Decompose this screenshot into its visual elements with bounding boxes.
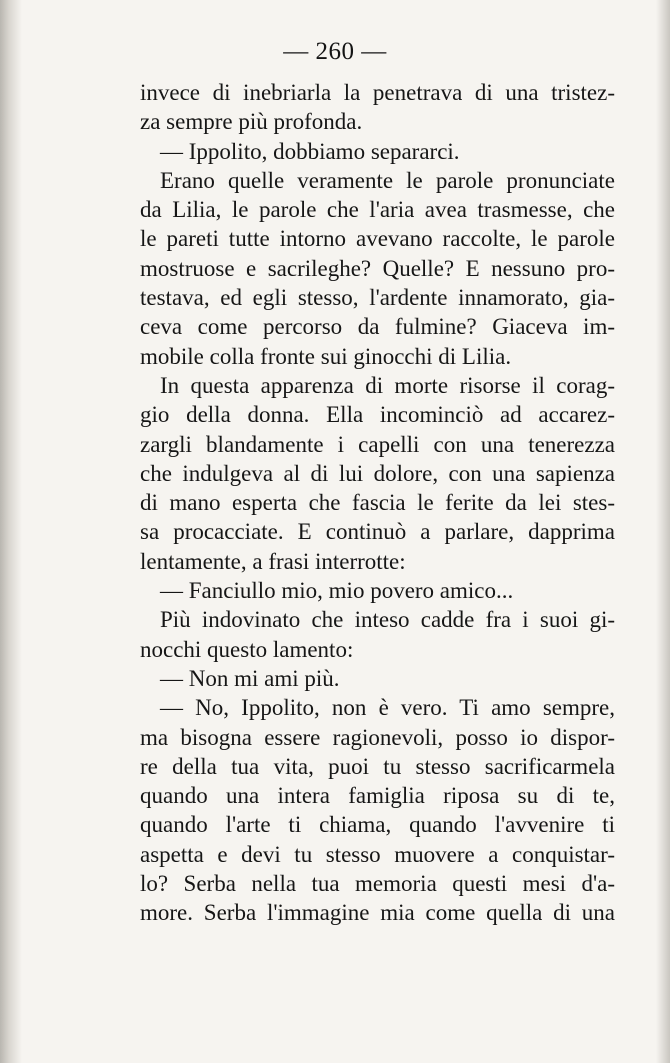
page-left-edge-shadow — [0, 0, 22, 1063]
text-line: — Non mi ami più. — [160, 665, 340, 691]
page-number: — 260 — — [283, 38, 387, 65]
text-line: mobile colla fronte sui ginocchi di Lilia. — [140, 343, 512, 369]
text-line: nocchi questo lamento: — [140, 636, 354, 662]
text-line: more. Serba l'immagine mia come quella di una — [140, 900, 615, 926]
text-line: aspetta e devi tu stesso muovere a conquistar- — [140, 841, 615, 867]
text-line: di mano esperta che fascia le ferite da lei stes- — [140, 490, 615, 516]
text-line: invece di inebriarla la penetrava di una tristez- — [140, 80, 615, 105]
text-line: zargli blandamente i capelli con una tenerezza — [140, 431, 615, 457]
text-line: da Lilia, le parole che l'aria avea trasmesse, che — [140, 197, 615, 223]
page-right-edge-shadow — [656, 0, 670, 1063]
text-line: sa procacciate. E continuò a parlare, dapprima — [140, 519, 615, 545]
text-line: ma bisogna essere ragionevoli, posso io dispor- — [140, 724, 615, 750]
body-text — [140, 78, 615, 928]
text-line: gio della donna. Ella incominciò ad accarez- — [140, 402, 615, 428]
text-line: za sempre più profonda. — [140, 109, 363, 135]
text-line: lo? Serba nella tua memoria questi mesi d'a- — [140, 871, 615, 897]
text-line: che indulgeva al di lui dolore, con una sapienza — [140, 460, 615, 486]
text-line: — Ippolito, dobbiamo separarci. — [160, 138, 460, 164]
text-line: — No, Ippolito, non è vero. Ti amo sempre, — [160, 695, 615, 721]
text-line: quando l'arte ti chiama, quando l'avvenire ti — [140, 812, 615, 838]
text-line: Più indovinato che inteso cadde fra i suoi gi- — [160, 607, 615, 633]
text-line: le pareti tutte intorno avevano raccolte, le parole — [140, 226, 615, 252]
text-line: quando una intera famiglia riposa su di te, — [140, 783, 615, 809]
text-line: mostruose e sacrileghe? Quelle? E nessuno pro- — [140, 255, 615, 281]
text-line: testava, ed egli stesso, l'ardente innamorato, gia- — [140, 285, 615, 311]
text-line: — Fanciullo mio, mio povero amico... — [160, 578, 514, 604]
text-line: Erano quelle veramente le parole pronunciate — [160, 167, 615, 193]
text-line: re della tua vita, puoi tu stesso sacrificarmela — [140, 753, 615, 779]
text-line: lentamente, a frasi interrotte: — [140, 548, 406, 574]
text-line: In questa apparenza di morte risorse il corag- — [160, 372, 615, 398]
text-line: ceva come percorso da fulmine? Giaceva im- — [140, 314, 615, 340]
